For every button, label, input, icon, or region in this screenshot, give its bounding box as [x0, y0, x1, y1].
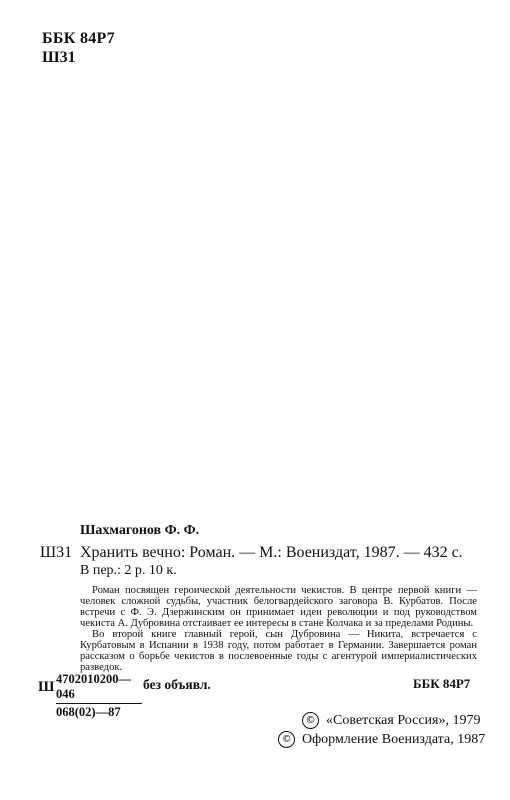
copyright-icon: © [278, 731, 295, 748]
copyright-line-1 [302, 712, 480, 729]
copyright-text-1: «Советская Россия», 1979 [326, 712, 481, 728]
imprint-fraction [56, 672, 142, 720]
copyright-icon: © [302, 712, 319, 729]
imprint-numerator: 4702010200—046 [56, 672, 142, 704]
bbk-classification-bottom: ББК 84Р7 [413, 676, 471, 691]
imprint-note: без объявл. [143, 677, 211, 692]
record-code: Ш31 [40, 544, 73, 561]
imprint-denominator: 068(02)—87 [56, 705, 121, 719]
annotation-paragraph-1: Роман посвящен героической деятельности чекистов. В центре первой книги — человек сложной судьбы, участник белогвардейского заговора В. Курбатов. После встречи с Ф. Э. Дзержинским он принимает идеи революции и под руководством чекиста А. Дубровина отстаивает ее интересы в стане Колчака и за пределами Родины. [80, 585, 477, 629]
annotation-paragraph-2: Во второй книге главный герой, сын Дубровина — Никита, встречается с Курбатовым в Испании в 1938 году, потом работает в Германии. Завершается роман рассказом о борьбе чекистов в послевоенные годы с агентурой империалистических разведок. [80, 629, 477, 673]
copyright-line-2 [278, 731, 485, 748]
bbk-classification-top: ББК 84Р7 [42, 30, 115, 47]
record-price: В пер.: 2 р. 10 к. [80, 563, 177, 578]
copyright-text-2: Оформление Воениздата, 1987 [302, 731, 486, 747]
imprint-letter: Ш [38, 679, 55, 695]
record-title-line: Хранить вечно: Роман. — М.: Воениздат, 1987. — 432 с. [80, 544, 463, 561]
author-code-top: Ш31 [42, 49, 76, 66]
record-author: Шахмагонов Ф. Ф. [80, 523, 200, 538]
